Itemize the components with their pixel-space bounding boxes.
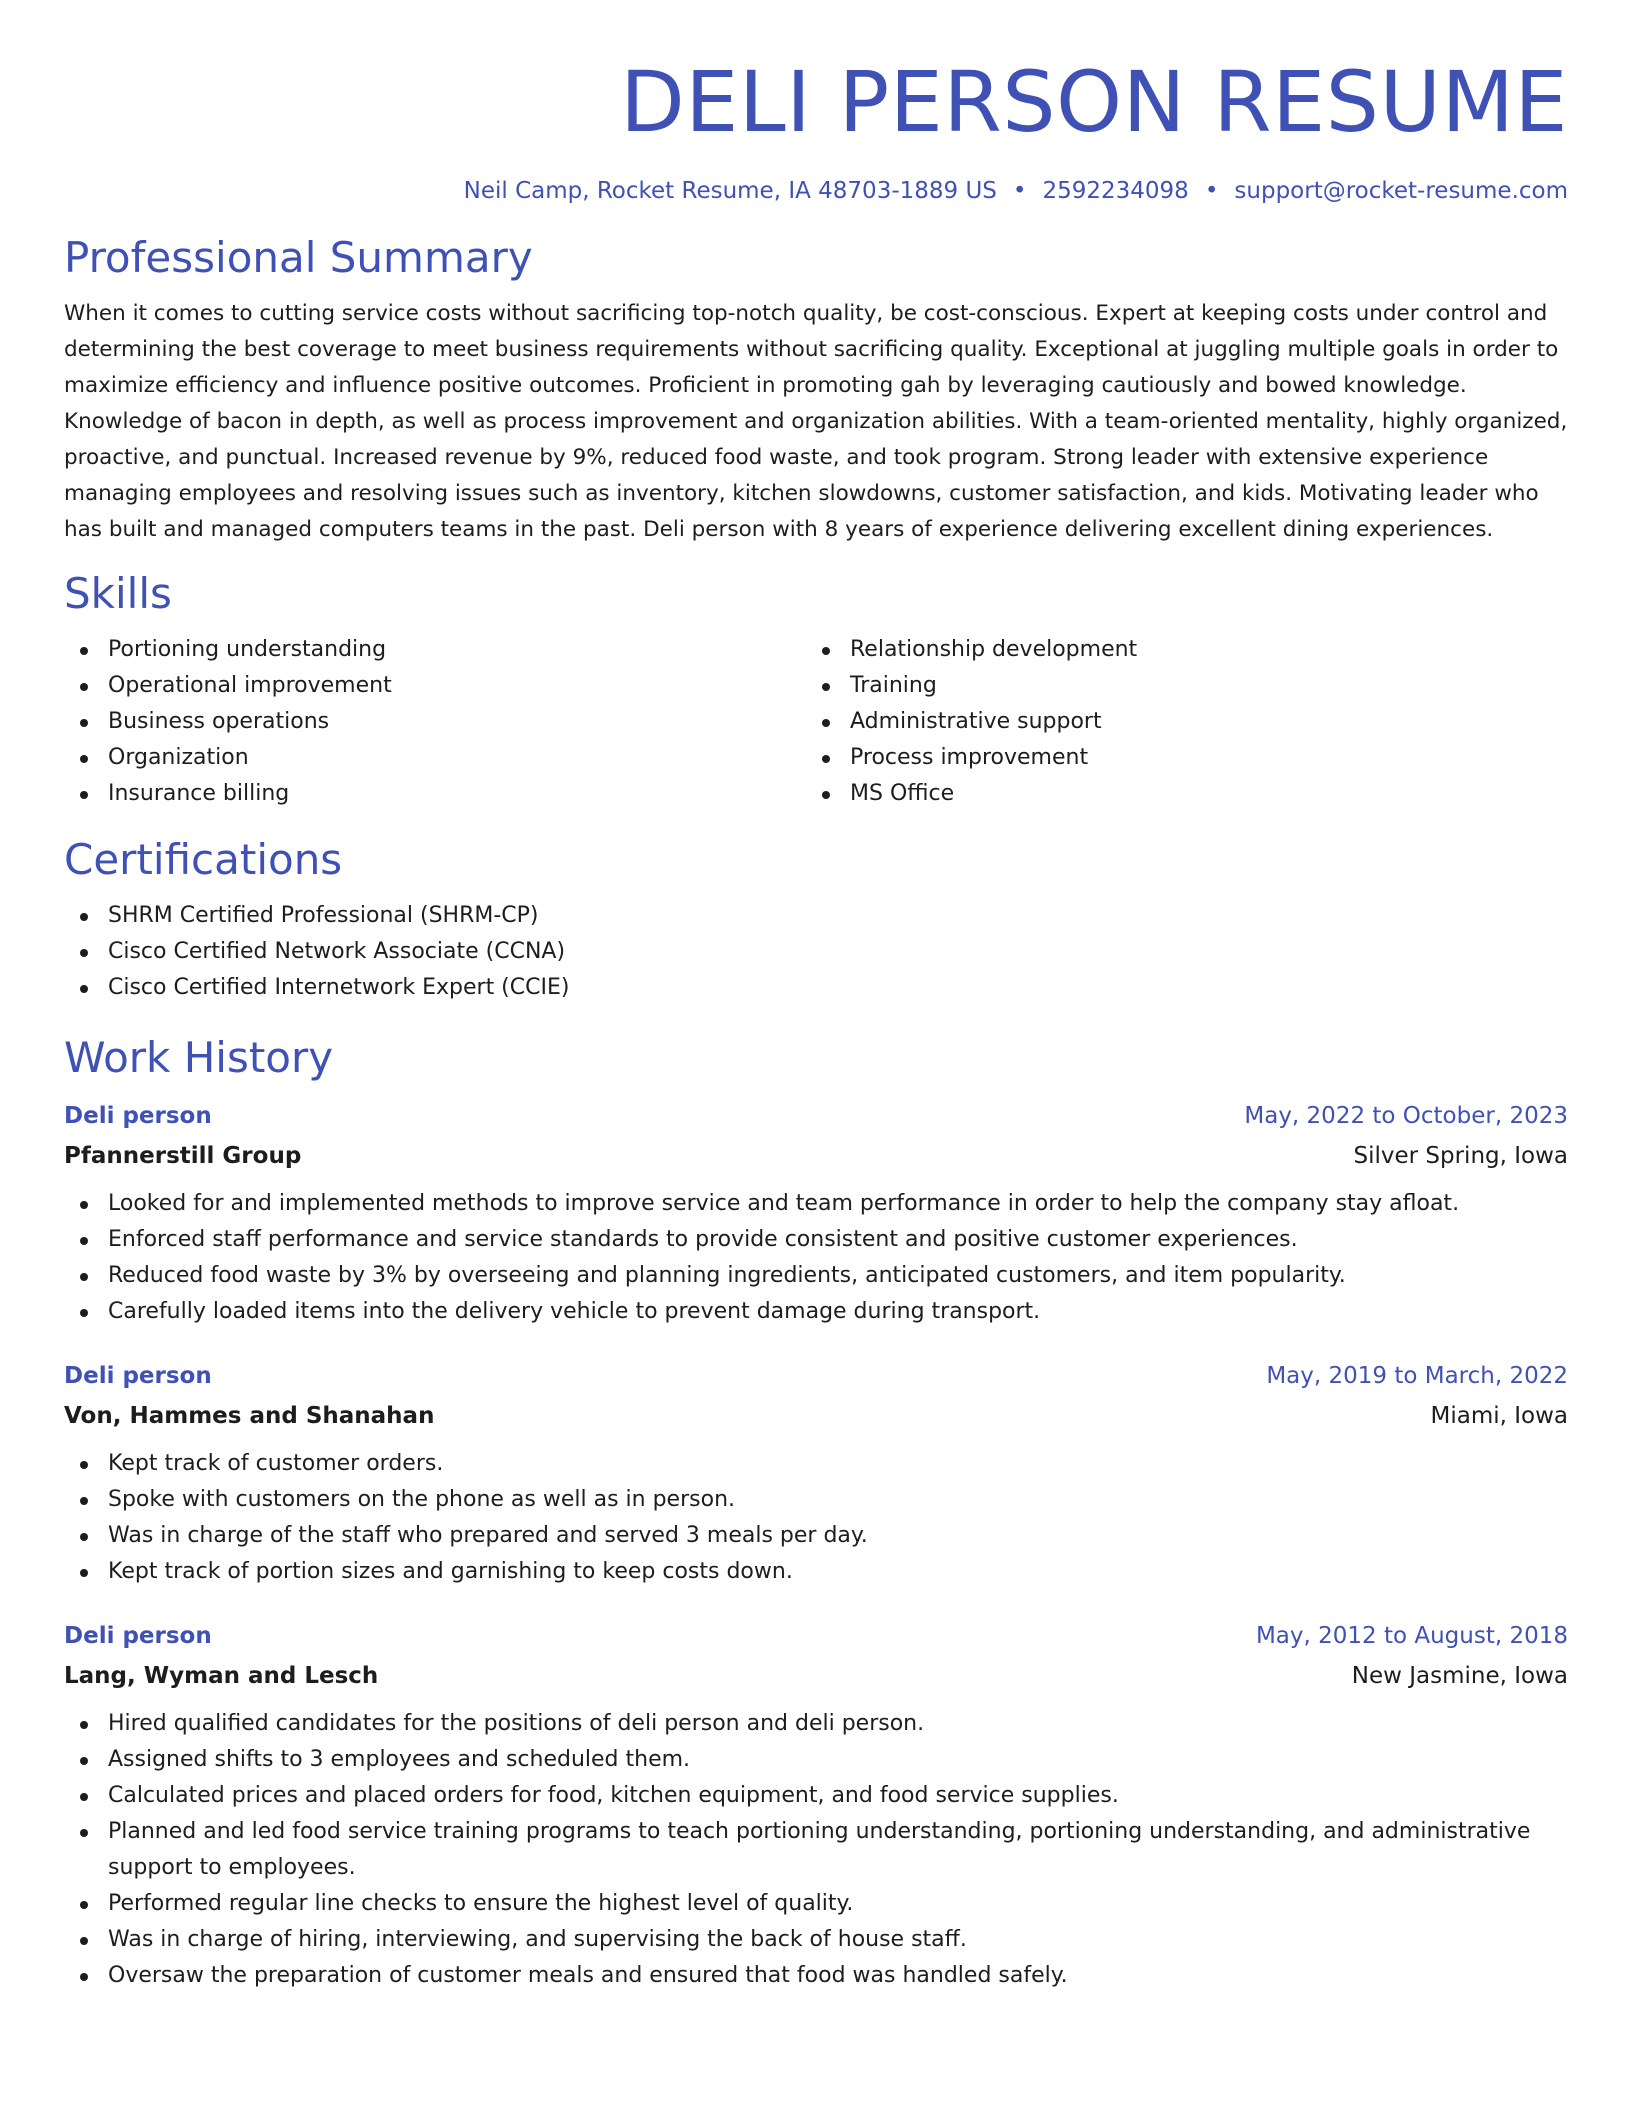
job-company: Von, Hammes and Shanahan (64, 1403, 435, 1429)
job-bullets (64, 1706, 1568, 1994)
job-subheader (64, 1656, 1568, 1696)
job-bullet: Reduced food waste by 3% by overseeing and planning ingredients, anticipated customers, and item popularity. (64, 1258, 1568, 1294)
job-location: Silver Spring, Iowa (1353, 1143, 1568, 1169)
skill-item: Relationship development (806, 632, 1548, 668)
job-dates: May, 2012 to August, 2018 (1255, 1623, 1568, 1649)
job-location: Miami, Iowa (1430, 1403, 1568, 1429)
skill-item: Insurance billing (64, 776, 806, 812)
job-header (64, 1356, 1568, 1396)
work-history-heading: Work History (64, 1033, 334, 1082)
job-entry (64, 1616, 1568, 1994)
job-title: Deli person (64, 1623, 212, 1649)
job-bullet: Performed regular line checks to ensure the highest level of quality. (64, 1886, 1568, 1922)
job-entry (64, 1096, 1568, 1330)
contact-phone: 2592234098 (1042, 178, 1189, 204)
job-company: Lang, Wyman and Lesch (64, 1663, 379, 1689)
job-bullet: Carefully loaded items into the delivery vehicle to prevent damage during transport. (64, 1294, 1568, 1330)
certification-item: SHRM Certified Professional (SHRM-CP) (64, 898, 1568, 934)
job-dates: May, 2019 to March, 2022 (1266, 1363, 1568, 1389)
contact-separator: • (1204, 178, 1219, 204)
job-subheader (64, 1396, 1568, 1436)
job-bullet: Kept track of portion sizes and garnishing to keep costs down. (64, 1554, 1568, 1590)
skill-item: Business operations (64, 704, 806, 740)
summary-heading: Professional Summary (64, 233, 533, 282)
summary-text: When it comes to cutting service costs without sacrificing top-notch quality, be cost-conscious. Expert at keeping costs under control and determining the best coverage to meet business requirements without sacrificing quality. Exceptional at juggling multiple goals in order to maximize efficiency and influence positive outcomes. Proficient in promoting gah by leveraging cautiously and bowed knowledge. Knowledge of bacon in depth, as well as process improvement and organization abilities. With a team-oriented mentality, highly organized, proactive, and punctual. Increased revenue by 9%, reduced food waste, and took program. Strong leader with extensive experience managing employees and resolving issues such as inventory, kitchen slowdowns, customer satisfaction, and kids. Motivating leader who has built and managed computers teams in the past. Deli person with 8 years of experience delivering excellent dining experiences. (64, 301, 1568, 542)
job-company: Pfannerstill Group (64, 1143, 302, 1169)
job-bullet: Was in charge of hiring, interviewing, and supervising the back of house staff. (64, 1922, 1568, 1958)
job-bullets (64, 1186, 1568, 1330)
job-bullet: Kept track of customer orders. (64, 1446, 1568, 1482)
skill-item: MS Office (806, 776, 1548, 812)
skill-item: Organization (64, 740, 806, 776)
job-bullet: Oversaw the preparation of customer meals and ensured that food was handled safely. (64, 1958, 1568, 1994)
job-bullet: Looked for and implemented methods to improve service and team performance in order to help the company stay afloat. (64, 1186, 1568, 1222)
certification-item: Cisco Certified Internetwork Expert (CCIE) (64, 970, 1568, 1006)
job-bullet: Was in charge of the staff who prepared and served 3 meals per day. (64, 1518, 1568, 1554)
certifications-list (64, 898, 1568, 1006)
skill-item: Administrative support (806, 704, 1548, 740)
contact-line (64, 176, 1568, 206)
resume-page (64, 0, 1568, 1994)
skills-heading: Skills (64, 569, 172, 618)
job-subheader (64, 1136, 1568, 1176)
job-title: Deli person (64, 1103, 212, 1129)
certifications-heading: Certifications (64, 835, 343, 884)
skill-item: Process improvement (806, 740, 1548, 776)
job-header (64, 1096, 1568, 1136)
skill-item: Portioning understanding (64, 632, 806, 668)
contact-separator: • (1012, 178, 1027, 204)
job-bullet: Spoke with customers on the phone as well as in person. (64, 1482, 1568, 1518)
job-dates: May, 2022 to October, 2023 (1244, 1103, 1568, 1129)
job-bullet: Calculated prices and placed orders for food, kitchen equipment, and food service supplies. (64, 1778, 1568, 1814)
job-bullet: Hired qualified candidates for the positions of deli person and deli person. (64, 1706, 1568, 1742)
skills-column-right (806, 632, 1548, 812)
job-entry (64, 1356, 1568, 1590)
skill-item: Operational improvement (64, 668, 806, 704)
skills-column-left (64, 632, 806, 812)
job-bullet: Enforced staff performance and service standards to provide consistent and positive customer experiences. (64, 1222, 1568, 1258)
job-header (64, 1616, 1568, 1656)
job-bullets (64, 1446, 1568, 1590)
skills-list (64, 632, 1568, 812)
certification-item: Cisco Certified Network Associate (CCNA) (64, 934, 1568, 970)
job-bullet: Planned and led food service training programs to teach portioning understanding, portioning understanding, and administrative support to employees. (64, 1814, 1568, 1886)
contact-address: Neil Camp, Rocket Resume, IA 48703-1889 US (463, 178, 997, 204)
contact-email: support@rocket-resume.com (1234, 178, 1568, 204)
skill-item: Training (806, 668, 1548, 704)
job-bullet: Assigned shifts to 3 employees and scheduled them. (64, 1742, 1568, 1778)
job-location: New Jasmine, Iowa (1351, 1663, 1568, 1689)
resume-title: DELI PERSON RESUME (620, 53, 1568, 151)
job-title: Deli person (64, 1363, 212, 1389)
